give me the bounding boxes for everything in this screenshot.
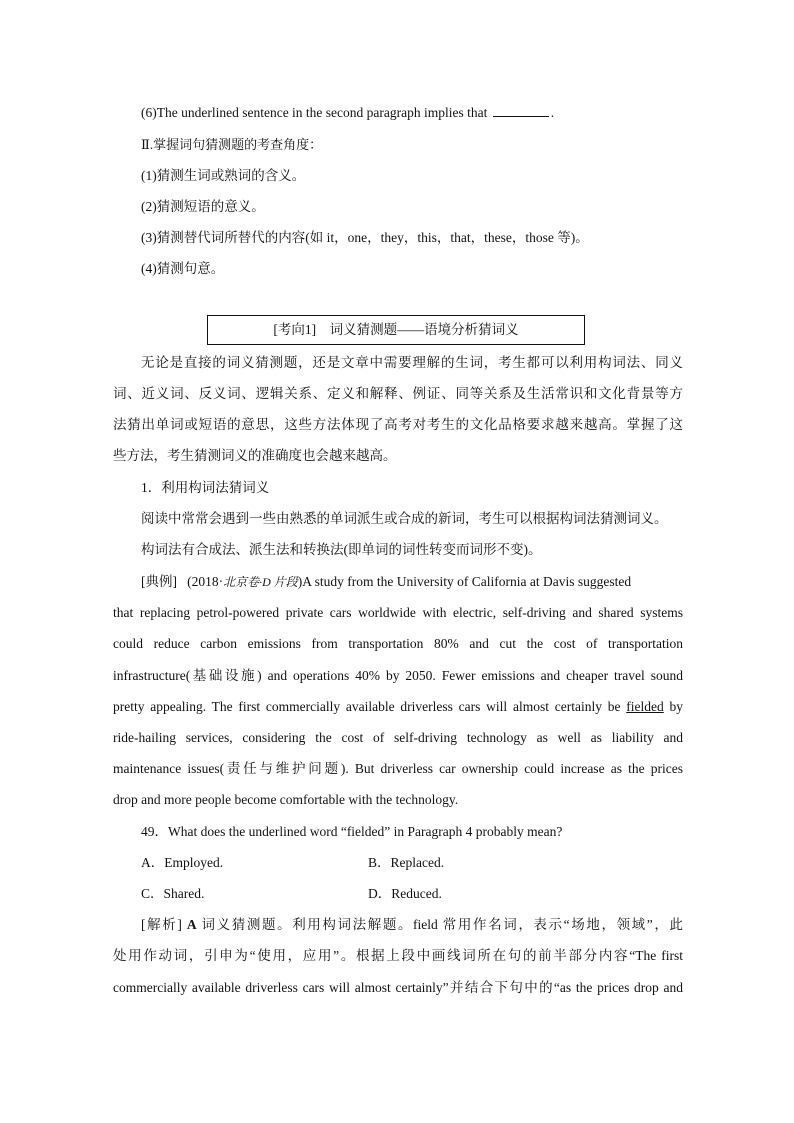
analysis-line-3: commercially available driverless cars will almost certainly”并结合下句中的“as the prices drop and <box>113 980 683 995</box>
example-line-5 <box>113 698 683 716</box>
angle-3: (3)猜测替代词所替代的内容(如 it，one，they，this，that，these，those 等)。 <box>141 230 589 245</box>
question-6 <box>141 104 683 122</box>
intro-line-4: 些方法，考生猜测词义的准确度也会越来越高。 <box>113 448 397 463</box>
angle-4: (4)猜测句意。 <box>141 261 225 276</box>
analysis-line-2: 处用作动词，引申为“使用，应用”。根据上段中画线词所在句的前半部分内容“The first <box>113 948 683 963</box>
example-source-close: ) <box>297 574 303 589</box>
example-line-2: that replacing petrol-powered private cars worldwide with electric, self‑driving and shared systems <box>113 605 683 620</box>
intro-line-3: 法猜出单词或短语的意思，这些方法体现了高考对考生的文化品格要求越来越高。掌握了这 <box>113 417 683 432</box>
intro-line-2: 词、近义词、反义词、逻辑关系、定义和解释、例证、同等关系及生活常识和文化背景等方 <box>113 386 683 401</box>
question-6-end: . <box>550 105 555 120</box>
method-1-heading: 1．利用构词法猜词义 <box>141 480 270 495</box>
question-6-text: (6)The underlined sentence in the second paragraph implies that <box>141 105 488 120</box>
answer-blank <box>493 104 549 117</box>
example-line-5-end: by <box>669 699 683 714</box>
example-line-7: maintenance issues(责任与维护问题). But driverless car ownership could increase as the prices <box>113 761 683 776</box>
analysis-line-1 <box>141 916 683 934</box>
option-a: A．Employed. <box>141 855 224 870</box>
option-b: B．Replaced. <box>368 855 445 870</box>
example-line-6: ride-hailing services, considering the cost of self‑driving technology as well as liability and <box>113 730 683 745</box>
angle-2: (2)猜测短语的意义。 <box>141 199 265 214</box>
example-line-5-text: pretty appealing. The first commercially available driverless cars will almost certainly be <box>113 699 621 714</box>
angle-1: (1)猜测生词或熟词的含义。 <box>141 168 306 183</box>
example-line-4: infrastructure(基础设施) and operations 40% by 2050. Fewer emissions and cheaper travel sound <box>113 668 683 683</box>
question-stem: 49．What does the underlined word “fielded” in Paragraph 4 probably mean? <box>141 824 563 839</box>
method-1-desc-2: 构词法有合成法、派生法和转换法(即单词的词性转变而词形不变)。 <box>141 542 542 557</box>
example-line-3: could reduce carbon emissions from transportation 80% and cut the cost of transportation <box>113 636 683 651</box>
example-text-start: A study from the University of California at Davis suggested <box>302 574 632 589</box>
option-c: C．Shared. <box>141 886 205 901</box>
underlined-word: fielded <box>626 699 664 714</box>
analysis-answer: A <box>186 917 197 932</box>
topic-box-title: [考向1] 词义猜测题——语境分析猜词义 <box>207 315 585 345</box>
section-2-title: Ⅱ.掌握词句猜测题的考查角度： <box>141 137 323 152</box>
method-1-desc-1: 阅读中常常会遇到一些由熟悉的单词派生或合成的新词，考生可以根据构词法猜测词义。 <box>141 511 668 526</box>
example-line-8: drop and more people become comfortable with the technology. <box>113 792 459 807</box>
analysis-label: [解析] <box>141 917 182 932</box>
example-label: [典例] <box>141 574 177 589</box>
example-source-open: (2018· <box>187 574 224 589</box>
intro-line-1: 无论是直接的词义猜测题，还是文章中需要理解的生词，考生都可以利用构词法、同义 <box>141 355 683 370</box>
example-first-line <box>141 573 683 591</box>
example-source: 北京卷·D 片段 <box>223 575 298 589</box>
option-d: D．Reduced. <box>368 886 442 901</box>
analysis-line-1-text: 词义猜测题。利用构词法解题。field 常用作名词，表示“场地，领域”，此 <box>201 917 683 932</box>
